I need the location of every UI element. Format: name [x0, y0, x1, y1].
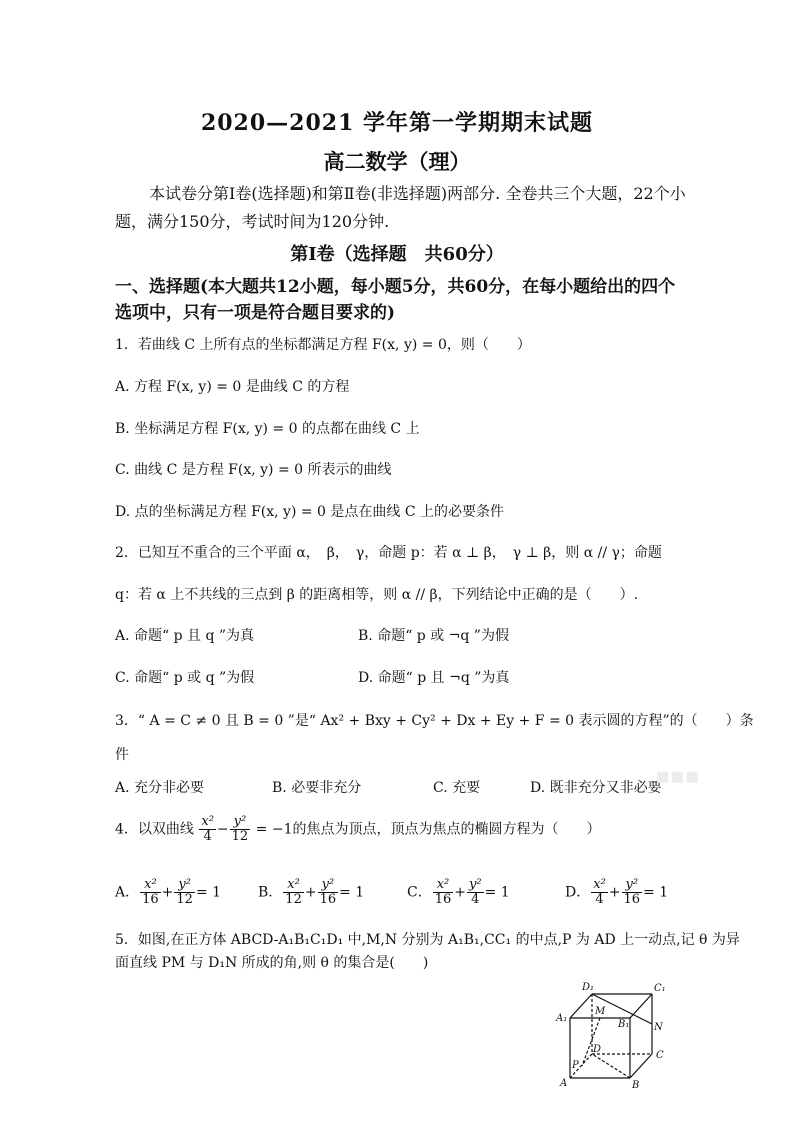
q4-fraction-y: $\frac{\text{y²}}{12}$: [231, 814, 249, 844]
q2-option-c: C. 命题“ p 或 q ”为假: [115, 670, 255, 686]
q3-option-a: A. 充分非必要: [115, 780, 205, 796]
q4-stem-pre: 4．以双曲线: [115, 821, 194, 838]
q2-stem-line1: 2．已知互不重合的三个平面 α， β， γ，命题 p：若 α ⊥ β， γ ⊥ β，则 α // γ；命题: [115, 545, 662, 561]
segment-pm: [582, 1018, 600, 1066]
q2-option-a: A. 命题“ p 且 q ”为真: [115, 628, 255, 644]
q4-stem-post: = −1的焦点为顶点，顶点为焦点的椭圆方程为（ ）: [255, 821, 601, 838]
part-heading: 第Ⅰ卷（选择题 共60分）: [290, 244, 504, 265]
q4-option-b: B． $\frac{\text{x²}}{12}$ + $\frac{\text{y²}}{16}$ = 1: [258, 877, 365, 907]
q4-option-c: C． $\frac{\text{x²}}{16}$ + $\frac{\text{y²}}{4}$ = 1: [407, 877, 510, 907]
label-m: M: [595, 1006, 606, 1017]
segment-bd: [592, 1054, 630, 1078]
q3-option-d: D. 既非充分又非必要: [530, 780, 662, 796]
label-n: N: [654, 1022, 663, 1033]
section-heading: 一、选择题(本大题共12小题，每小题5分，共60分，在每小题给出的四个选项中，只有一项是符合题目要求的): [115, 277, 676, 323]
q3-stem-line2: 件: [115, 747, 129, 763]
exam-intro: 本试卷分第Ⅰ卷(选择题)和第Ⅱ卷(非选择题)两部分. 全卷共三个大题，22个小题，满分150分，考试时间为120分钟.: [115, 184, 686, 231]
q4-stem: 4．以双曲线 $\frac{\text{x²}}{4}$ − $\frac{\text{y²}}{12}$ = −1的焦点为顶点，顶点为焦点的椭圆方程为（ ）: [115, 814, 601, 844]
q1-option-d: D. 点的坐标满足方程 F(x, y) = 0 是点在曲线 C 上的必要条件: [115, 504, 505, 520]
q5-stem-line1: 5．如图,在正方体 ABCD-A₁B₁C₁D₁ 中,M,N 分别为 A₁B₁,CC₁ 的中点,P 为 AD 上一动点,记 θ 为异: [115, 932, 740, 948]
label-c: C: [656, 1050, 664, 1061]
label-c1: C₁: [654, 983, 666, 994]
label-d: D: [593, 1044, 602, 1055]
q1-option-b: B. 坐标满足方程 F(x, y) = 0 的点都在曲线 C 上: [115, 421, 420, 437]
label-a: A: [560, 1078, 568, 1089]
cube-figure: [548, 978, 678, 1090]
q1-stem: 1．若曲线 C 上所有点的坐标都满足方程 F(x, y) = 0，则（ ）: [115, 337, 531, 353]
edge-a1d1: [570, 994, 592, 1018]
q2-stem-line2: q：若 α 上不共线的三点到 β 的距离相等，则 α // β，下列结论中正确的是（ ）.: [115, 587, 639, 603]
q1-option-a: A. 方程 F(x, y) = 0 是曲线 C 的方程: [115, 379, 350, 395]
q2-option-d: D. 命题“ p 且 ¬q ”为真: [358, 670, 510, 686]
q3-stem-line1: 3．“ A = C ≠ 0 且 B = 0 ”是“ Ax² + Bxy + Cy² + Dx + Ey + F = 0 表示圆的方程”的（ ）条: [115, 713, 754, 729]
q5-stem-line2: 面直线 PM 与 D₁N 所成的角,则 θ 的集合是( ): [115, 955, 429, 971]
q1-option-c: C. 曲线 C 是方程 F(x, y) = 0 所表示的曲线: [115, 462, 392, 478]
label-b1: B₁: [618, 1019, 630, 1030]
q3-option-b: B. 必要非充分: [272, 780, 362, 796]
label-b: B: [632, 1080, 640, 1090]
exam-subtitle: 高二数学（理）: [323, 149, 471, 174]
q4-option-d: D． $\frac{\text{x²}}{4}$ + $\frac{\text{y²}}{16}$ = 1: [565, 877, 669, 907]
q4-fraction-x: $\frac{\text{x²}}{4}$: [201, 814, 214, 844]
q3-option-c: C. 充要: [433, 780, 481, 796]
exam-title: 2020—2021 学年第一学期期末试题: [200, 110, 594, 136]
faint-watermark: ▪▪▪: [655, 764, 700, 789]
label-p: P: [572, 1060, 579, 1071]
q2-option-b: B. 命题“ p 或 ¬q ”为假: [358, 628, 509, 644]
label-d1: D₁: [582, 982, 595, 993]
label-a1: A₁: [556, 1013, 568, 1024]
q4-option-a: A． $\frac{\text{x²}}{16}$ + $\frac{\text{y²}}{12}$ = 1: [115, 877, 222, 907]
edge-cb: [630, 1054, 652, 1078]
